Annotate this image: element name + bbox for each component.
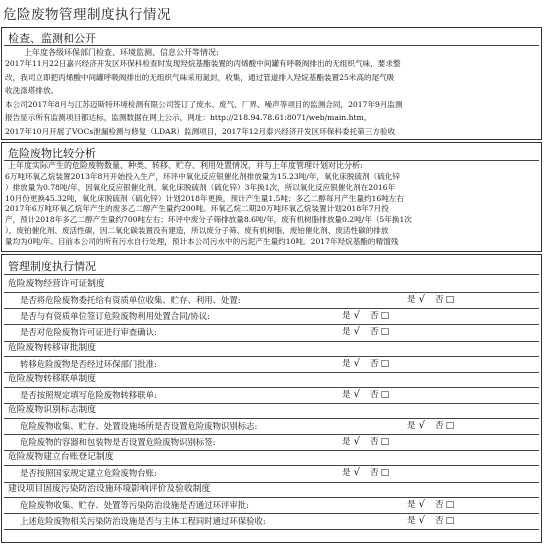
yes-label: 是 bbox=[342, 327, 351, 338]
empty-checkbox-icon[interactable]: □ bbox=[380, 437, 390, 448]
yes-no-answer bbox=[342, 390, 389, 400]
empty-checkbox-icon[interactable]: □ bbox=[445, 295, 455, 305]
divider bbox=[4, 482, 539, 483]
text-line: 2017年11月22日嘉兴经济开发区环保科检查时发现羟烷基酯装置的丙烯酸中间罐有呼吸阀排出的无组织气味，要求整 bbox=[5, 59, 401, 68]
divider bbox=[4, 529, 539, 530]
subsection-heading: 建设项目固废污染防治设施环境影响评价及验收制度 bbox=[8, 483, 211, 494]
divider bbox=[4, 465, 539, 466]
yes-label: 是 bbox=[342, 389, 351, 400]
text-line: 6万吨环氧乙烷装置2013年8月开始投入生产，环评中氧化反应银催化剂排放量为15.23吨/年，氧化床脱硫剂（硫化锌 bbox=[5, 172, 400, 181]
no-label: 否 bbox=[369, 389, 379, 400]
yes-label: 是 bbox=[407, 515, 416, 526]
yes-no-answer bbox=[342, 468, 389, 478]
check-icon[interactable]: √ bbox=[418, 420, 425, 431]
text-line: 改，我司立即把丙烯酸中间罐呼吸阀排出的无组织气味采用氮封，收集，通过管道排入羟烷基酯装置25米高的尾气吸 bbox=[5, 72, 395, 82]
yes-label: 是 bbox=[407, 499, 416, 510]
text-line: 2017年6万吨环氧乙烷年产生的废多乙二醇产生量约200吨。环氧乙烷二期20万吨环氧乙烷装置计划2018年7月投 bbox=[5, 204, 389, 214]
question-label: 是否与有资质单位签订危险废物利用处置合同/协议: bbox=[20, 311, 210, 322]
check-icon[interactable]: √ bbox=[418, 514, 425, 526]
divider bbox=[4, 324, 539, 325]
question-label: 危险废物收集、贮存、处置设施场所是否设置危险废物识别标志: bbox=[20, 421, 258, 431]
question-label: 是否按照规定填写危险废物转移联单: bbox=[20, 389, 157, 400]
text-line: 10月份更换45.32吨，氧化床脱硫剂（硫化锌）计划2018年更换，预计产生量1.5吨；多乙二醇每月产生量约16吨左右 bbox=[5, 193, 404, 203]
empty-checkbox-icon[interactable]: □ bbox=[380, 468, 390, 479]
yes-label: 是 bbox=[407, 295, 416, 305]
comparison-section bbox=[1, 142, 542, 252]
yes-label: 是 bbox=[342, 311, 351, 322]
subsection-heading: 危险废物建立台账登记制度 bbox=[8, 452, 114, 463]
check-icon[interactable]: √ bbox=[353, 436, 360, 448]
divider bbox=[4, 274, 539, 275]
check-icon[interactable]: √ bbox=[418, 498, 425, 510]
divider bbox=[4, 403, 539, 404]
text-line: 报告显示所有监测项目都达标，监测数据在网上公示，网址：http://218.94.78.61:8071/web/main.htm。 bbox=[5, 113, 372, 122]
yes-label: 是 bbox=[407, 421, 416, 431]
no-label: 否 bbox=[434, 295, 444, 305]
text-line: ）排放量为0.78吨/年，因氧化反应银催化剂、氧化床脱硫剂（硫化锌）3年换1次，所以氧化反应银催化剂在2016年 bbox=[5, 182, 396, 192]
no-label: 否 bbox=[369, 358, 379, 369]
no-label: 否 bbox=[434, 515, 444, 526]
subsection-heading: 危险废物转移联单制度 bbox=[8, 373, 96, 384]
question-label: 上述危险废物相关污染防治设施是否与主体工程同时通过环保验收: bbox=[20, 515, 266, 526]
divider bbox=[4, 292, 539, 293]
check-icon[interactable]: √ bbox=[353, 388, 360, 400]
inspection-heading: 检查、监测和公开 bbox=[8, 32, 96, 45]
yes-no-answer bbox=[342, 437, 389, 447]
text-line: 量均为0吨/年。目前本公司的所有污水自行处理，预计本公司污水中的污泥产生量约10吨。2017年羟烷基酯的精馏残 bbox=[5, 236, 399, 246]
page-title: 危险废物管理制度执行情况 bbox=[3, 7, 171, 23]
yes-no-answer bbox=[342, 327, 389, 337]
no-label: 否 bbox=[369, 311, 379, 322]
question-label: 转移危险废物是否经过环保部门批准: bbox=[20, 358, 157, 369]
inspection-section bbox=[1, 27, 542, 140]
no-label: 否 bbox=[369, 437, 379, 448]
empty-checkbox-icon[interactable]: □ bbox=[445, 515, 455, 526]
check-icon[interactable]: √ bbox=[418, 294, 425, 305]
check-icon[interactable]: √ bbox=[353, 357, 360, 369]
divider bbox=[4, 497, 539, 498]
subsection-heading: 危险废物识别标志制度 bbox=[8, 405, 96, 415]
comparison-subheading: 上年度实际产生的危险废物数量、种类、转移、贮存、利用处置情况，并与上年度管理计划对比分析: bbox=[8, 161, 363, 170]
no-label: 否 bbox=[369, 327, 379, 338]
yes-no-answer bbox=[342, 311, 389, 321]
text-line: ），废铂催化剂、废活性碳，因二氧化碳装置没有建造，所以废分子筛、废有机树脂、废铂催化剂、废活性碳的排放 bbox=[5, 226, 389, 235]
divider bbox=[4, 45, 539, 46]
divider bbox=[4, 434, 539, 435]
inspection-subheading: 上年度各级环保部门检查、环境监测、信息公开等情况: bbox=[24, 48, 219, 57]
yes-no-answer bbox=[407, 516, 454, 526]
yes-no-answer bbox=[407, 500, 454, 510]
yes-no-answer bbox=[342, 359, 389, 369]
divider bbox=[4, 513, 539, 514]
question-label: 危险废物的容器和包装物是否设置危险废物识别标签: bbox=[20, 437, 216, 448]
check-icon[interactable]: √ bbox=[353, 310, 360, 322]
check-icon[interactable]: √ bbox=[353, 326, 360, 338]
divider bbox=[4, 341, 539, 342]
yes-label: 是 bbox=[342, 437, 351, 448]
divider bbox=[4, 356, 539, 357]
no-label: 否 bbox=[434, 421, 444, 431]
subsection-heading: 危险废物转移审批制度 bbox=[8, 342, 96, 353]
yes-label: 是 bbox=[342, 358, 351, 369]
text-line: 收洗涤塔排放。 bbox=[5, 86, 59, 95]
question-label: 是否对危险废物许可证进行审查确认: bbox=[20, 327, 157, 338]
subsection-heading: 危险废物经营许可证制度 bbox=[8, 279, 105, 289]
divider bbox=[4, 387, 539, 388]
question-label: 是否按照国家规定建立危险废物台账: bbox=[20, 468, 157, 479]
comparison-heading: 危险废物比较分析 bbox=[8, 147, 96, 160]
empty-checkbox-icon[interactable]: □ bbox=[445, 421, 455, 431]
management-heading: 管理制度执行情况 bbox=[8, 260, 96, 273]
yes-no-answer bbox=[407, 295, 454, 305]
divider bbox=[4, 372, 539, 373]
question-label: 危险废物收集、贮存、处置等污染防治设施是否通过环评审批: bbox=[20, 499, 249, 510]
question-label: 是否将危险废物委托给有资质单位收集、贮存、利用、处置: bbox=[20, 295, 241, 305]
yes-label: 是 bbox=[342, 468, 351, 479]
yes-no-answer bbox=[407, 421, 454, 431]
empty-checkbox-icon[interactable]: □ bbox=[445, 499, 455, 510]
no-label: 否 bbox=[369, 468, 379, 479]
divider bbox=[4, 308, 539, 309]
text-line: 2017年10月开展了VOCs泄漏检测与修复（LDAR）监测项目，2017年12月泰兴经济开发区环保科委托第三方验收 bbox=[5, 126, 396, 136]
no-label: 否 bbox=[434, 499, 444, 510]
management-section bbox=[1, 254, 542, 543]
divider bbox=[4, 418, 539, 419]
empty-checkbox-icon[interactable]: □ bbox=[380, 358, 390, 369]
empty-checkbox-icon[interactable]: □ bbox=[380, 311, 390, 322]
check-icon[interactable]: √ bbox=[353, 467, 360, 479]
empty-checkbox-icon[interactable]: □ bbox=[380, 389, 390, 400]
text-line: 本公司2017年8月与江苏迈斯特环境检测有限公司签订了废水、废气、厂界、噪声等项目的监测合同，2017年9月监测 bbox=[5, 99, 403, 109]
empty-checkbox-icon[interactable]: □ bbox=[380, 327, 390, 338]
text-line: 产，预计2018年多乙二醇产生量约700吨左右；环评中废分子筛排放量8.6吨/年，废有机树脂排放量0.2吨/年（5年换1次 bbox=[5, 215, 412, 225]
